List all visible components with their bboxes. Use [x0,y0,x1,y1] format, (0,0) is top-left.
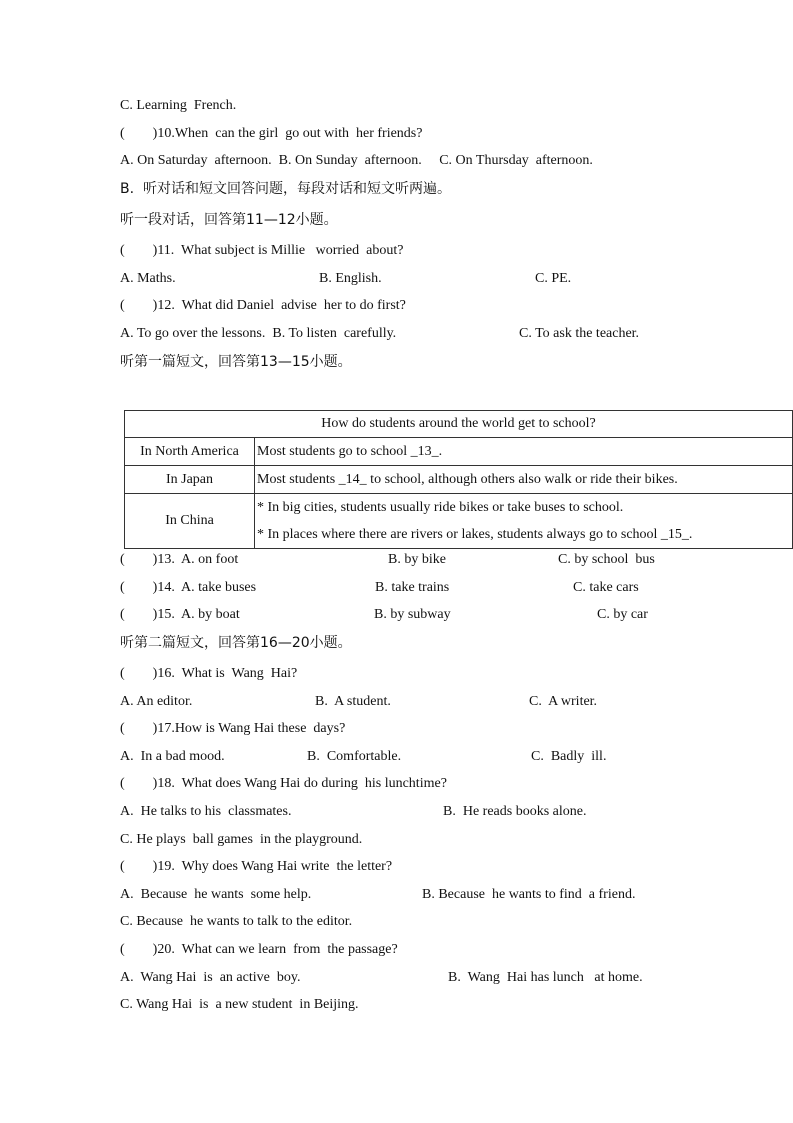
question-17-option-a: A. In a bad mood. [120,749,225,764]
question-16: ( )16. What is Wang Hai? [120,666,298,681]
question-11-option-b: B. English. [319,271,382,286]
dialog-intro: 听一段对话，回答第11—12小题。 [120,212,338,228]
question-17-option-c: C. Badly ill. [531,749,607,764]
table-title: How do students around the world get to school? [125,411,793,438]
question-18-option-c: C. He plays ball games in the playground. [120,832,363,847]
question-17: ( )17.How is Wang Hai these days? [120,721,346,736]
question-11: ( )11. What subject is Millie worried about? [120,243,404,258]
info-table [124,410,793,549]
question-13: ( )13. A. on foot [120,552,239,567]
table-text-china [255,494,793,549]
question-10: ( )10.When can the girl go out with her friends? [120,126,423,141]
table-label-north-america: In North America [125,438,255,466]
question-16-option-b: B. A student. [315,694,391,709]
question-20: ( )20. What can we learn from the passage? [120,942,398,957]
question-11-option-c: C. PE. [535,271,572,286]
question-14-option-c: C. take cars [573,580,639,595]
table-text-china-line-1: * In big cities, students usually ride bikes or take buses to school. [257,500,624,515]
question-16-option-a: A. An editor. [120,694,193,709]
question-14-option-b: B. take trains [375,580,450,595]
question-20-option-a: A. Wang Hai is an active boy. [120,970,301,985]
question-19-option-b: B. Because he wants to find a friend. [422,887,636,902]
question-12-option-c: C. To ask the teacher. [519,326,640,341]
question-15-option-b: B. by subway [374,607,451,622]
question-20-option-b: B. Wang Hai has lunch at home. [448,970,643,985]
question-15-option-c: C. by car [597,607,648,622]
passage-2-intro: 听第二篇短文，回答第16—20小题。 [120,635,352,651]
question-13-option-b: B. by bike [388,552,446,567]
question-10-options: A. On Saturday afternoon. B. On Sunday afternoon. C. On Thursday afternoon. [120,153,593,168]
question-18: ( )18. What does Wang Hai do during his lunchtime? [120,776,447,791]
question-12: ( )12. What did Daniel advise her to do first? [120,298,406,313]
question-12-options-ab: A. To go over the lessons. B. To listen carefully. [120,326,397,341]
question-17-option-b: B. Comfortable. [307,749,402,764]
question-14: ( )14. A. take buses [120,580,257,595]
question-13-option-c: C. by school bus [558,552,655,567]
question-19-option-a: A. Because he wants some help. [120,887,312,902]
question-15: ( )15. A. by boat [120,607,240,622]
question-19-option-c: C. Because he wants to talk to the editor. [120,914,353,929]
table-text-china-line-2: * In places where there are rivers or lakes, students always go to school _15_. [257,527,693,542]
question-18-option-a: A. He talks to his classmates. [120,804,292,819]
line-l1: C. Learning French. [120,98,237,113]
table-label-japan: In Japan [125,466,255,494]
question-19: ( )19. Why does Wang Hai write the letter? [120,859,393,874]
question-11-option-a: A. Maths. [120,271,176,286]
question-18-option-b: B. He reads books alone. [443,804,587,819]
passage-1-intro: 听第一篇短文，回答第13—15小题。 [120,354,352,370]
question-20-option-c: C. Wang Hai is a new student in Beijing. [120,997,359,1012]
table-text-north-america: Most students go to school _13_. [255,438,793,466]
section-b-heading: B. 听对话和短文回答问题，每段对话和短文听两遍。 [120,181,451,197]
question-16-option-c: C. A writer. [529,694,598,709]
table-text-japan: Most students _14_ to school, although others also walk or ride their bikes. [255,466,793,494]
table-label-china: In China [125,494,255,549]
